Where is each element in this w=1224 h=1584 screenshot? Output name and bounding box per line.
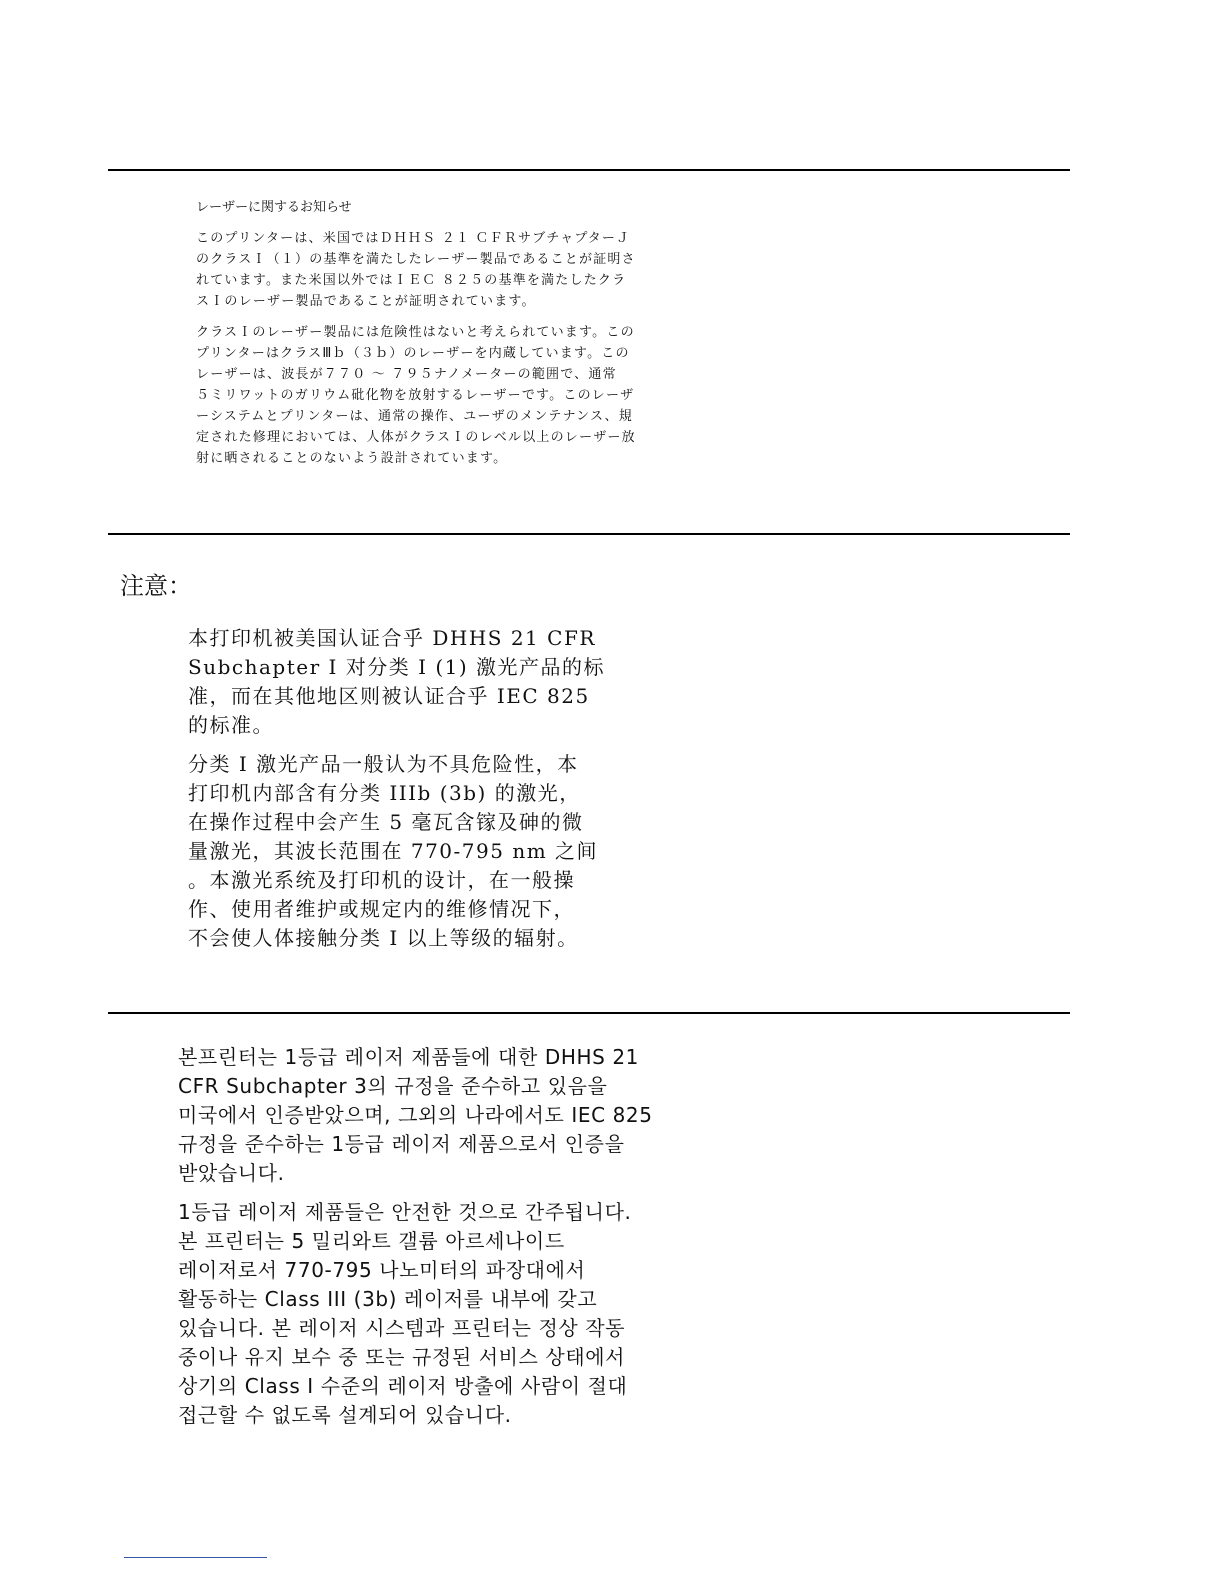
chinese-notice-title: 注意： (120, 572, 192, 600)
japanese-paragraph-1: このプリンターは、米国ではＤＨＨＳ ２１ ＣＦＲサブチャプターＪ のクラスＩ（１）の基準を満たしたレーザー製品であることが証明さ れています。また米国以外ではＩＥＣ ８２５の基準を満たしたクラ スＩのレーザー製品であることが証明されています。 (196, 231, 636, 309)
chinese-paragraph-2: 分类 I 激光产品一般认为不具危险性，本 打印机内部含有分类 IIIb (3b) 的激光， 在操作过程中会产生 5 毫瓦含镓及砷的微 量激光，其波长范围在 770-795 nm 之间 。本激光系统及打印机的设计，在一般操 作、使用者维护或规定内的维修情况下， 不会使人体接触分类 I 以上等级的辐射。 (188, 752, 599, 950)
japanese-notice-title: レーザーに関するお知らせ (196, 200, 352, 215)
korean-paragraph-2: 1등급 레이저 제품들은 안전한 것으로 간주됩니다. 본 프린터는 5 밀리와트 갤륨 아르세나이드 레이저로서 770-795 나노미터의 파장대에서 활동하는 Class III (3b) 레이저를 내부에 갖고 있습니다. 본 레이저 시스템과 프린터는 정상 작동 중이나 유지 보수 중 또는 규정된 서비스 상태에서 상기의 Class I 수준의 레이저 방출에 사람이 절대 접근할 수 없도록 설계되어 있습니다. (178, 1200, 632, 1427)
japanese-laser-notice (196, 198, 736, 479)
chinese-paragraph-1: 本打印机被美国认证合乎 DHHS 21 CFR Subchapter I 对分类 I (1) 激光产品的标 准，而在其他地区则被认证合乎 IEC 825 的标准。 (188, 626, 606, 737)
footnote-separator (124, 1557, 267, 1558)
section-divider-bottom (108, 1012, 1070, 1014)
chinese-laser-notice (188, 624, 658, 963)
section-divider-middle (108, 533, 1070, 535)
korean-laser-notice (178, 1043, 738, 1440)
section-divider-top (108, 169, 1070, 171)
korean-paragraph-1: 본프린터는 1등급 레이저 제품들에 대한 DHHS 21 CFR Subchapter 3의 규정을 준수하고 있음을 미국에서 인증받았으며, 그외의 나라에서도 IEC 825 규정을 준수하는 1등급 레이저 제품으로서 인증을 받았습니다. (178, 1045, 653, 1185)
japanese-paragraph-2: クラスＩのレーザー製品には危険性はないと考えられています。この プリンターはクラスⅢｂ（３ｂ）のレーザーを内蔵しています。この レーザーは、波長が７７０ ～ ７９５ナノメーターの範囲で、通常 ５ミリワットのガリウム砒化物を放射するレーザーです。このレーザ ーシステムとプリンターは、通常の操作、ユーザのメンテナンス、規 定された修理においては、人体がクラスＩのレベル以上のレーザー放 射に晒されることのないよう設計されています。 (196, 325, 636, 466)
